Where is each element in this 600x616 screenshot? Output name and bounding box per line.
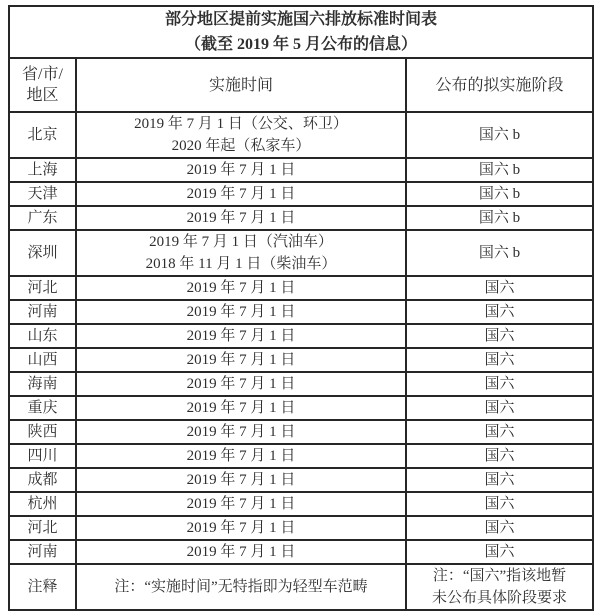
region-cell <box>9 540 76 564</box>
table-row <box>9 420 593 444</box>
header-region-line: 地区 <box>26 87 59 104</box>
cell-line: 上海 <box>27 162 58 178</box>
table-row <box>9 540 593 564</box>
region-cell <box>9 444 76 468</box>
region-cell <box>9 420 76 444</box>
table-body <box>9 112 593 610</box>
time-cell <box>76 276 406 300</box>
cell-line: 海南 <box>27 376 58 392</box>
stage-cell <box>406 540 593 564</box>
cell-line: 2019 年 7 月 1 日 <box>186 472 296 488</box>
stage-cell <box>406 324 593 348</box>
time-cell <box>76 348 406 372</box>
stage-cell <box>406 516 593 540</box>
table-row <box>9 276 593 300</box>
cell-line: 重庆 <box>27 400 58 416</box>
region-cell <box>9 206 76 230</box>
title-row <box>9 6 593 58</box>
stage-cell <box>406 158 593 182</box>
time-cell <box>76 230 406 276</box>
region-cell <box>9 324 76 348</box>
cell-line: 天津 <box>27 186 58 202</box>
cell-line: 河南 <box>27 304 58 320</box>
header-region-line: 省/市/ <box>22 66 63 83</box>
time-cell <box>76 396 406 420</box>
time-cell <box>76 324 406 348</box>
cell-line: 注释 <box>27 579 58 595</box>
table-row <box>9 182 593 206</box>
table-row <box>9 348 593 372</box>
stage-cell <box>406 230 593 276</box>
cell-line: 国六 <box>484 304 515 320</box>
region-cell <box>9 112 76 158</box>
cell-line: 国六 <box>484 448 515 464</box>
time-cell <box>76 206 406 230</box>
table-title <box>9 6 593 58</box>
stage-cell <box>406 112 593 158</box>
cell-line: 2019 年 7 月 1 日 <box>186 544 296 560</box>
cell-line: 2019 年 7 月 1 日 <box>186 520 296 536</box>
table-row <box>9 324 593 348</box>
cell-line: 国六 <box>484 328 515 344</box>
header-stage-line: 公布的拟实施阶段 <box>435 76 564 94</box>
table-row <box>9 112 593 158</box>
time-cell <box>76 516 406 540</box>
table-row <box>9 444 593 468</box>
notes-label-cell <box>9 564 76 610</box>
cell-line: 2019 年 7 月 1 日（公交、环卫） <box>134 116 348 132</box>
cell-line: 2019 年 7 月 1 日 <box>186 496 296 512</box>
table-row <box>9 158 593 182</box>
header-time <box>76 58 406 112</box>
cell-line: 杭州 <box>27 496 58 512</box>
stage-cell <box>406 276 593 300</box>
cell-line: 山东 <box>27 328 58 344</box>
table-row <box>9 300 593 324</box>
cell-line: 河北 <box>27 520 58 536</box>
subtitle-line: （截至 2019 年 5 月公布的信息） <box>184 36 417 53</box>
cell-line: 2020 年起（私家车） <box>171 138 311 154</box>
cell-line: 河南 <box>27 544 58 560</box>
region-cell <box>9 348 76 372</box>
cell-line: 国六 b <box>478 210 521 226</box>
time-cell <box>76 540 406 564</box>
cell-line: 国六 <box>484 280 515 296</box>
stage-cell <box>406 348 593 372</box>
cell-line: 2019 年 7 月 1 日（汽油车） <box>149 234 333 250</box>
cell-line: 注：“实施时间”无特指即为轻型车范畴 <box>114 579 368 595</box>
cell-line: 国六 b <box>478 245 521 261</box>
cell-line: 2019 年 7 月 1 日 <box>186 352 296 368</box>
cell-line: 2019 年 7 月 1 日 <box>186 210 296 226</box>
header-stage <box>406 58 593 112</box>
cell-line: 深圳 <box>27 245 58 261</box>
stage-note-cell <box>406 564 593 610</box>
cell-line: 2019 年 7 月 1 日 <box>186 328 296 344</box>
time-note-cell <box>76 564 406 610</box>
time-cell <box>76 492 406 516</box>
cell-line: 国六 b <box>478 186 521 202</box>
stage-cell <box>406 206 593 230</box>
cell-line: 广东 <box>27 210 58 226</box>
cell-line: 河北 <box>27 280 58 296</box>
stage-cell <box>406 492 593 516</box>
cell-line: 国六 <box>484 424 515 440</box>
cell-line: 2018 年 11 月 1 日（柴油车） <box>145 256 337 272</box>
cell-line: 国六 <box>484 376 515 392</box>
region-cell <box>9 158 76 182</box>
cell-line: 2019 年 7 月 1 日 <box>186 280 296 296</box>
header-time-line: 实施时间 <box>208 76 273 94</box>
region-cell <box>9 300 76 324</box>
cell-line: 2019 年 7 月 1 日 <box>186 424 296 440</box>
cell-line: 2019 年 7 月 1 日 <box>186 400 296 416</box>
cell-line: 国六 <box>484 544 515 560</box>
cell-line: 注：“国六”指该地暂 <box>432 568 567 584</box>
cell-line: 2019 年 7 月 1 日 <box>186 448 296 464</box>
cell-line: 国六 <box>484 400 515 416</box>
region-cell <box>9 468 76 492</box>
time-cell <box>76 112 406 158</box>
cell-line: 2019 年 7 月 1 日 <box>186 186 296 202</box>
table-row <box>9 396 593 420</box>
time-cell <box>76 300 406 324</box>
cell-line: 2019 年 7 月 1 日 <box>186 304 296 320</box>
table-row <box>9 206 593 230</box>
region-cell <box>9 396 76 420</box>
table-row <box>9 372 593 396</box>
stage-cell <box>406 182 593 206</box>
table-row <box>9 516 593 540</box>
time-cell <box>76 372 406 396</box>
stage-cell <box>406 396 593 420</box>
region-cell <box>9 276 76 300</box>
cell-line: 北京 <box>27 127 58 143</box>
time-cell <box>76 182 406 206</box>
time-cell <box>76 420 406 444</box>
title-line: 部分地区提前实施国六排放标准时间表 <box>164 11 437 28</box>
header-row <box>9 58 593 112</box>
cell-line: 国六 <box>484 496 515 512</box>
region-cell <box>9 182 76 206</box>
cell-line: 陕西 <box>27 424 58 440</box>
cell-line: 四川 <box>27 448 58 464</box>
notes-row <box>9 564 593 610</box>
time-cell <box>76 468 406 492</box>
stage-cell <box>406 372 593 396</box>
table-row <box>9 230 593 276</box>
table-row <box>9 468 593 492</box>
cell-line: 2019 年 7 月 1 日 <box>186 162 296 178</box>
region-cell <box>9 516 76 540</box>
header-region <box>9 58 76 112</box>
cell-line: 山西 <box>27 352 58 368</box>
emission-standards-table <box>8 5 594 611</box>
cell-line: 国六 <box>484 520 515 536</box>
table-row <box>9 492 593 516</box>
cell-line: 国六 b <box>478 162 521 178</box>
cell-line: 2019 年 7 月 1 日 <box>186 376 296 392</box>
region-cell <box>9 492 76 516</box>
time-cell <box>76 444 406 468</box>
cell-line: 国六 <box>484 472 515 488</box>
cell-line: 未公布具体阶段要求 <box>431 590 567 606</box>
stage-cell <box>406 468 593 492</box>
stage-cell <box>406 444 593 468</box>
cell-line: 国六 b <box>478 127 521 143</box>
stage-cell <box>406 300 593 324</box>
cell-line: 国六 <box>484 352 515 368</box>
cell-line: 成都 <box>27 472 58 488</box>
region-cell <box>9 372 76 396</box>
stage-cell <box>406 420 593 444</box>
region-cell <box>9 230 76 276</box>
time-cell <box>76 158 406 182</box>
